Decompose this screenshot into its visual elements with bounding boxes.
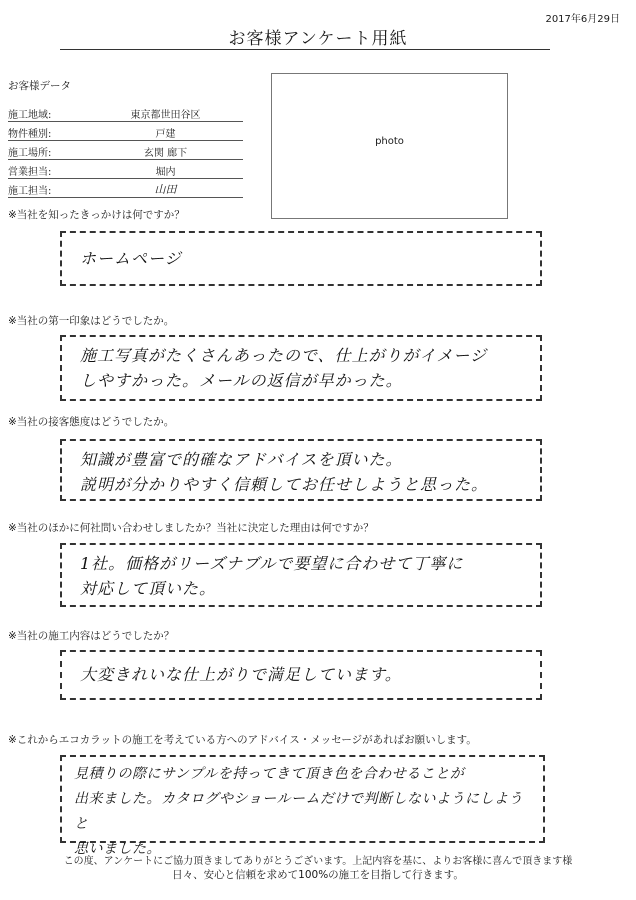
question-4: ※当社のほかに何社問い合わせしましたか？当社に決定した理由は何ですか？: [8, 522, 374, 534]
footer-line-2: 日々、安心と信頼を求めて100%の施工を目指して行きます。: [172, 869, 464, 881]
row-value: 玄関 廊下: [143, 148, 188, 159]
answer-box-3: [60, 439, 542, 501]
page-title: お客様アンケート用紙: [228, 29, 408, 49]
row-label: 営業担当:: [8, 167, 52, 178]
footer-line-1: この度、アンケートにご協力頂きましてありがとうございます。上記内容を基に、よりお客様に喜んで頂きます様: [63, 856, 573, 867]
answer-box-4: [60, 543, 542, 607]
customer-row-installer: [8, 178, 243, 198]
answer-box-2: [60, 335, 542, 401]
answer-line: 1社。価格がリーズナブルで要望に合わせて丁寧に: [80, 554, 464, 573]
answer-box-1: [60, 231, 542, 286]
row-value: 東京都世田谷区: [130, 110, 201, 121]
answer-line: 出来ました。カタログやショールームだけで判断しないようにしようと: [74, 791, 523, 832]
question-2: ※当社の第一印象はどうでしたか。: [8, 315, 175, 327]
answer-line: 思いました。: [74, 841, 161, 857]
answer-line: ホームページ: [80, 249, 182, 268]
answer-box-6: [60, 755, 545, 857]
customer-row-property-type: [8, 121, 243, 141]
answer-line: 説明が分かりやすく信頼してお任せしようと思った。: [80, 475, 489, 494]
customer-row-area: [8, 102, 243, 122]
answer-line: 大変きれいな仕上がりで満足しています。: [80, 665, 402, 684]
answer-line: 見積りの際にサンプルを持ってきて頂き色を合わせることが: [74, 766, 465, 782]
row-label: 施工場所:: [8, 148, 52, 159]
row-label: 物件種別:: [8, 129, 52, 140]
row-label: 施工地域:: [8, 110, 52, 121]
question-3: ※当社の接客態度はどうでしたか。: [8, 416, 175, 428]
row-value: 戸建: [155, 129, 176, 140]
title-underline: [60, 49, 550, 50]
photo-placeholder: [271, 73, 508, 219]
survey-date: 2017年6月29日: [545, 14, 620, 25]
answer-line: 施工写真がたくさんあったので、仕上がりがイメージ: [80, 346, 488, 365]
photo-label: photo: [375, 136, 404, 147]
customer-row-sales-rep: [8, 159, 243, 179]
answer-line: しやすかった。メールの返信が早かった。: [80, 371, 403, 390]
question-6: ※これからエコカラットの施工を考えている方へのアドバイス・メッセージがあればお願いします。: [8, 734, 477, 746]
row-value: 堀内: [155, 167, 176, 178]
answer-box-5: [60, 650, 542, 700]
row-label: 施工担当:: [8, 186, 52, 197]
row-value-handwritten: 山田: [154, 183, 177, 196]
answer-line: 対応して頂いた。: [80, 579, 217, 598]
customer-data-heading: お客様データ: [8, 80, 71, 92]
question-5: ※当社の施工内容はどうでしたか？: [8, 630, 175, 642]
customer-row-location: [8, 140, 243, 160]
question-1: ※当社を知ったきっかけは何ですか？: [8, 209, 185, 221]
answer-line: 知識が豊富で的確なアドバイスを頂いた。: [80, 450, 403, 469]
